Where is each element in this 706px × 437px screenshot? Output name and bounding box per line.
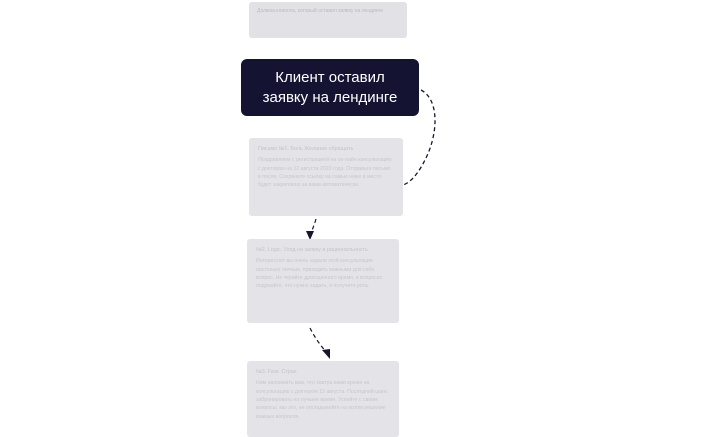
main-node[interactable] <box>241 59 419 116</box>
arrow-block2-to-block3 <box>310 328 327 353</box>
arrow-block1-to-block2 <box>310 219 316 236</box>
content-block-1[interactable] <box>249 138 403 216</box>
block-1-body: Поздравляем с регистрацией на он-лайн консультацию с доктором на 12 августа 2023 года. Отправьте письмо в после. Сохраните ссылку на самые ниже в место будет закреплено за вами автоматически. <box>258 157 392 189</box>
arrow-head-3 <box>322 349 330 359</box>
block-3-body: Нам напомнить вам, что завтра вами время на консультацию с доктором 12 августа. Последний шанс забронировать на лучшее время. Успейте с своим вопросы, мы это, не откладывайте на потом решение важных вопросов. <box>256 380 388 420</box>
block-3-title: №3. Fear. Страх <box>256 369 297 375</box>
block-2-body: Интересуют вы очень задали этой консультации настолько личные, приходить важными для себя вопрос. Не теряйте драгоценного время, в вопросах подумайте, что нужно задать, и получите роль. <box>256 258 383 290</box>
content-block-2[interactable] <box>247 239 399 323</box>
content-block-3[interactable] <box>247 361 399 437</box>
block-2-title: №2. Logic. Уход на заявку и рациональность <box>256 247 368 253</box>
main-node-label <box>263 68 398 107</box>
top-note[interactable] <box>249 2 407 38</box>
top-note-text: Должна клиента, который оставил заявку на лендинге <box>257 8 384 14</box>
main-node-line-1: Клиент оставил <box>275 69 385 86</box>
block-1-title: Письмо №1. Боль Желание обращать <box>258 146 354 152</box>
main-node-line-2: заявку на лендинге <box>262 88 398 106</box>
